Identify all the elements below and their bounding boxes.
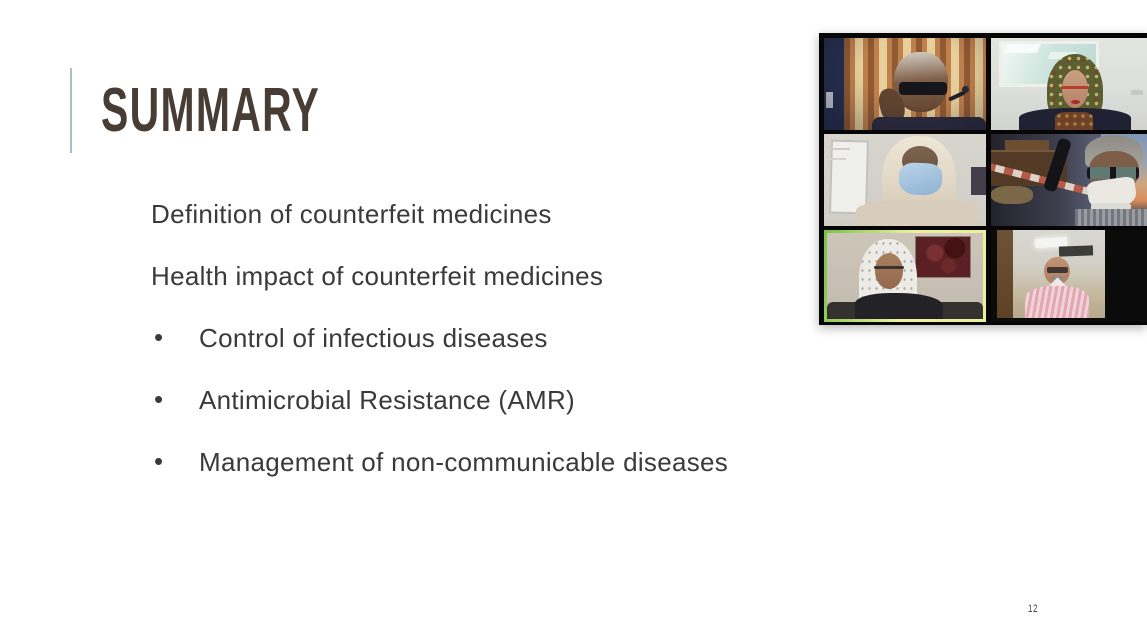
board-text-line [830, 158, 846, 160]
participant-video-3[interactable] [824, 134, 986, 226]
glasses [874, 266, 904, 269]
bullet-dot: • [154, 445, 164, 476]
bullet-line-1 [151, 307, 851, 369]
dark-doorway [997, 230, 1013, 318]
content-text: Control of infectious diseases [199, 322, 548, 353]
participant-video-5-active-speaker[interactable] [824, 230, 986, 322]
desk-papers [991, 186, 1033, 204]
lips [1071, 100, 1080, 104]
pink-striped-shirt [1025, 286, 1089, 318]
video-participants-grid [819, 33, 1147, 325]
content-line-2 [151, 245, 851, 307]
glasses [1061, 86, 1089, 89]
glasses [1047, 267, 1068, 273]
participant-video-4[interactable] [991, 134, 1147, 226]
participant-video-1[interactable] [824, 38, 986, 130]
dark-monitor [971, 167, 986, 195]
wall-sign [1059, 245, 1093, 256]
surgical-mask [898, 162, 942, 195]
vignette-shade [824, 38, 986, 130]
slide-page-number: 12 [1028, 603, 1039, 615]
content-text: Definition of counterfeit medicines [151, 198, 552, 229]
slide-title: SUMMARY [101, 76, 321, 145]
letterboxed-video [997, 230, 1105, 318]
scarf-front [1055, 112, 1093, 130]
person-shoulders [856, 200, 978, 226]
bullet-dot: • [154, 383, 164, 414]
bullet-line-3 [151, 431, 851, 493]
participant-video-2[interactable] [991, 38, 1147, 130]
striped-shirt [1075, 209, 1147, 226]
title-accent-bar [70, 68, 72, 153]
person-face [875, 253, 903, 289]
bullet-line-2 [151, 369, 851, 431]
participant-video-6[interactable] [991, 230, 1147, 322]
person-shoulders [855, 293, 943, 319]
content-text: Antimicrobial Resistance (AMR) [199, 384, 575, 415]
wall-painting [915, 236, 971, 278]
ceiling-light-reflection [1003, 44, 1041, 53]
content-text: Management of non-communicable diseases [199, 446, 729, 477]
slide-content [151, 183, 851, 493]
content-line-1 [151, 183, 851, 245]
content-text: Health impact of counterfeit medicines [151, 260, 604, 291]
wall-outlet [1131, 90, 1143, 95]
board-text-line [830, 148, 850, 150]
wall-board [829, 140, 869, 215]
bullet-dot: • [154, 321, 164, 352]
